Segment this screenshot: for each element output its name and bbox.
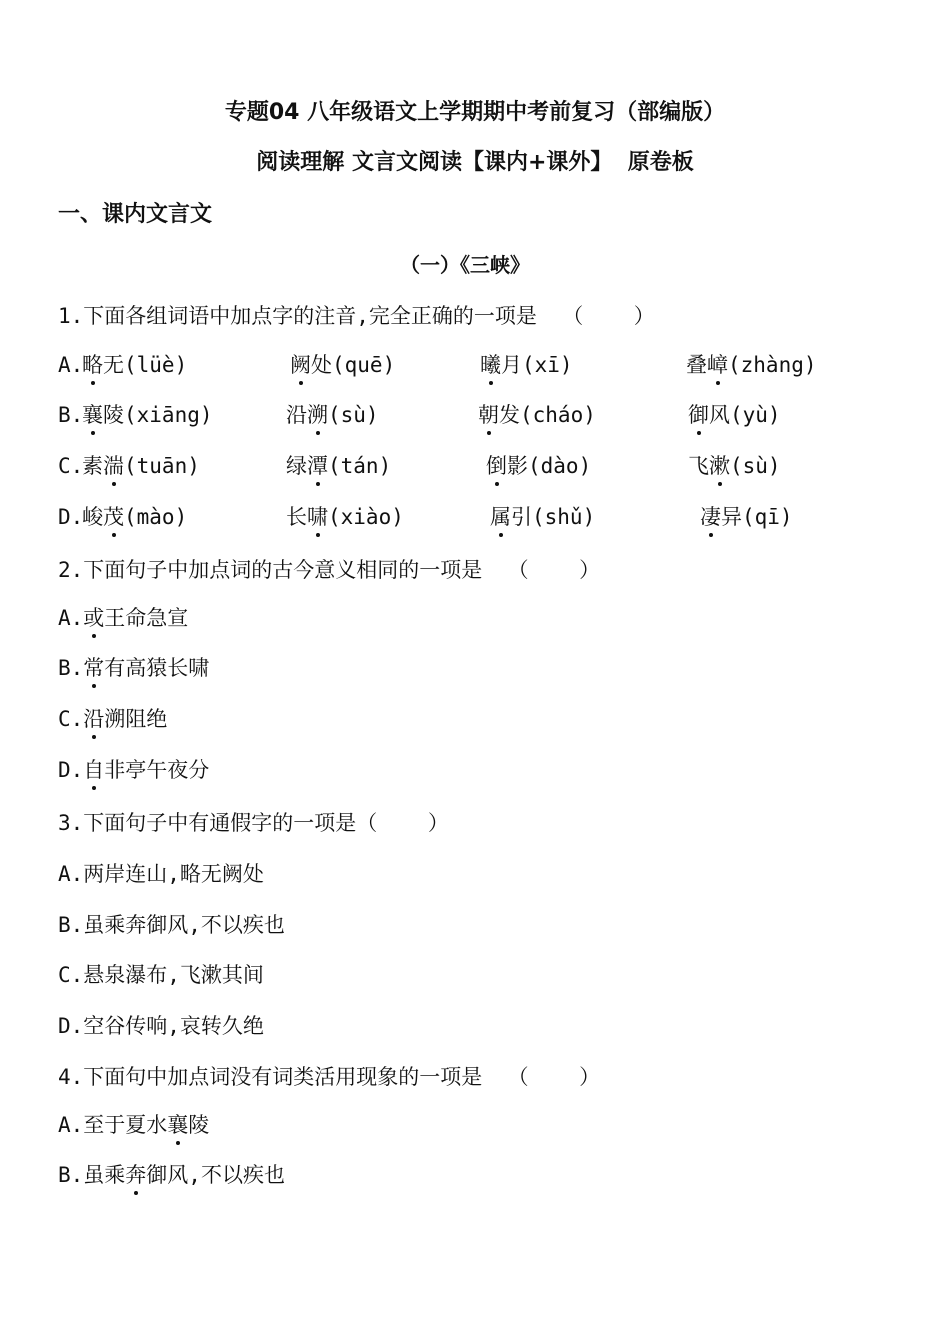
dotted-character: 倒 [486, 451, 507, 481]
q4-option-text: A.至于夏水襄陵 [58, 1113, 209, 1137]
q3-option-b: B.虽乘奔御风,不以疾也 [58, 913, 285, 937]
dotted-character: 御 [688, 400, 709, 430]
q1-option-item [82, 400, 213, 430]
q1-word: 绿潭(tán) [286, 454, 391, 478]
dotted-character: 襄 [82, 400, 103, 430]
q1-word: 略无(lüè) [82, 353, 187, 377]
subsection-heading: （一）《三峡》 [400, 253, 530, 277]
q1-word: 素湍(tuān) [82, 454, 200, 478]
document-title: 专题04 八年级语文上学期期中考前复习（部编版） [224, 100, 726, 125]
q4-option [58, 1160, 285, 1190]
q1-word: 飞漱(sù) [688, 454, 781, 478]
q1-option-label: B. [58, 403, 84, 427]
q1-word: 御风(yù) [688, 403, 781, 427]
q1-word: 峻茂(mào) [82, 505, 187, 529]
q1-option-label: C. [58, 454, 84, 478]
q1-option-item [686, 350, 817, 380]
q2-option [58, 653, 209, 683]
q2-option-text: C.沿溯阻绝 [58, 707, 167, 731]
q3-stem: 3.下面句子中有通假字的一项是（ ） [58, 811, 449, 835]
q1-word: 叠嶂(zhàng) [686, 353, 817, 377]
q4-stem: 4.下面句中加点词没有词类活用现象的一项是 （ ） [58, 1065, 601, 1089]
q4-option-text: B.虽乘奔御风,不以疾也 [58, 1163, 285, 1187]
q4-option [58, 1110, 209, 1140]
q1-word: 凄异(qī) [700, 505, 793, 529]
q1-option-label: A. [58, 353, 84, 377]
q1-word: 沿溯(sù) [286, 403, 379, 427]
q1-option-item [480, 350, 573, 380]
q1-option-item [688, 451, 781, 481]
q1-option-item [82, 350, 187, 380]
dotted-character: 潭 [307, 451, 328, 481]
q1-word: 属引(shǔ) [490, 505, 595, 529]
dotted-character: 阙 [290, 350, 311, 380]
q1-option-item [490, 502, 595, 532]
q2-option [58, 603, 188, 633]
q2-option-text: B.常有高猿长啸 [58, 656, 209, 680]
q3-option-a: A.两岸连山,略无阙处 [58, 862, 264, 886]
q2-option-text: A.或王命急宣 [58, 606, 188, 630]
q1-option-item [478, 400, 596, 430]
dotted-character: 嶂 [707, 350, 728, 380]
q1-option-item [286, 400, 379, 430]
q1-option-item [688, 400, 781, 430]
dotted-character: 曦 [480, 350, 501, 380]
dotted-character: 凄 [700, 502, 721, 532]
dotted-character: 略 [82, 350, 103, 380]
dotted-character: 奔 [125, 1160, 146, 1190]
dotted-character: 茂 [103, 502, 124, 532]
q1-option-item [82, 451, 200, 481]
document-subtitle: 阅读理解 文言文阅读【课内+课外】 原卷板 [256, 150, 694, 175]
q3-option-c: C.悬泉瀑布,飞漱其间 [58, 963, 264, 987]
dotted-character: 属 [490, 502, 511, 532]
q1-option-item [82, 502, 187, 532]
q1-option-item [286, 502, 404, 532]
q1-word: 朝发(cháo) [478, 403, 596, 427]
q1-option-label: D. [58, 505, 84, 529]
q2-stem: 2.下面句子中加点词的古今意义相同的一项是 （ ） [58, 558, 601, 582]
q1-option-item [290, 350, 395, 380]
q1-option-item [486, 451, 591, 481]
dotted-character: 自 [83, 755, 104, 785]
section-heading: 一、课内文言文 [58, 202, 213, 227]
dotted-character: 常 [83, 653, 104, 683]
q2-option-text: D.自非亭午夜分 [58, 758, 209, 782]
dotted-character: 漱 [709, 451, 730, 481]
q1-word: 阙处(quē) [290, 353, 395, 377]
q1-stem: 1.下面各组词语中加点字的注音,完全正确的一项是 （ ） [58, 304, 655, 328]
dotted-character: 啸 [307, 502, 328, 532]
q2-option [58, 755, 209, 785]
q3-option-d: D.空谷传响,哀转久绝 [58, 1014, 264, 1038]
q1-option-item [286, 451, 391, 481]
dotted-character: 溯 [307, 400, 328, 430]
dotted-character: 沿 [83, 704, 104, 734]
q1-word: 襄陵(xiāng) [82, 403, 213, 427]
dotted-character: 湍 [103, 451, 124, 481]
q1-word: 长啸(xiào) [286, 505, 404, 529]
q2-option [58, 704, 167, 734]
dotted-character: 襄 [167, 1110, 188, 1140]
dotted-character: 或 [83, 603, 104, 633]
dotted-character: 朝 [478, 400, 499, 430]
q1-word: 倒影(dào) [486, 454, 591, 478]
q1-word: 曦月(xī) [480, 353, 573, 377]
q1-option-item [700, 502, 793, 532]
